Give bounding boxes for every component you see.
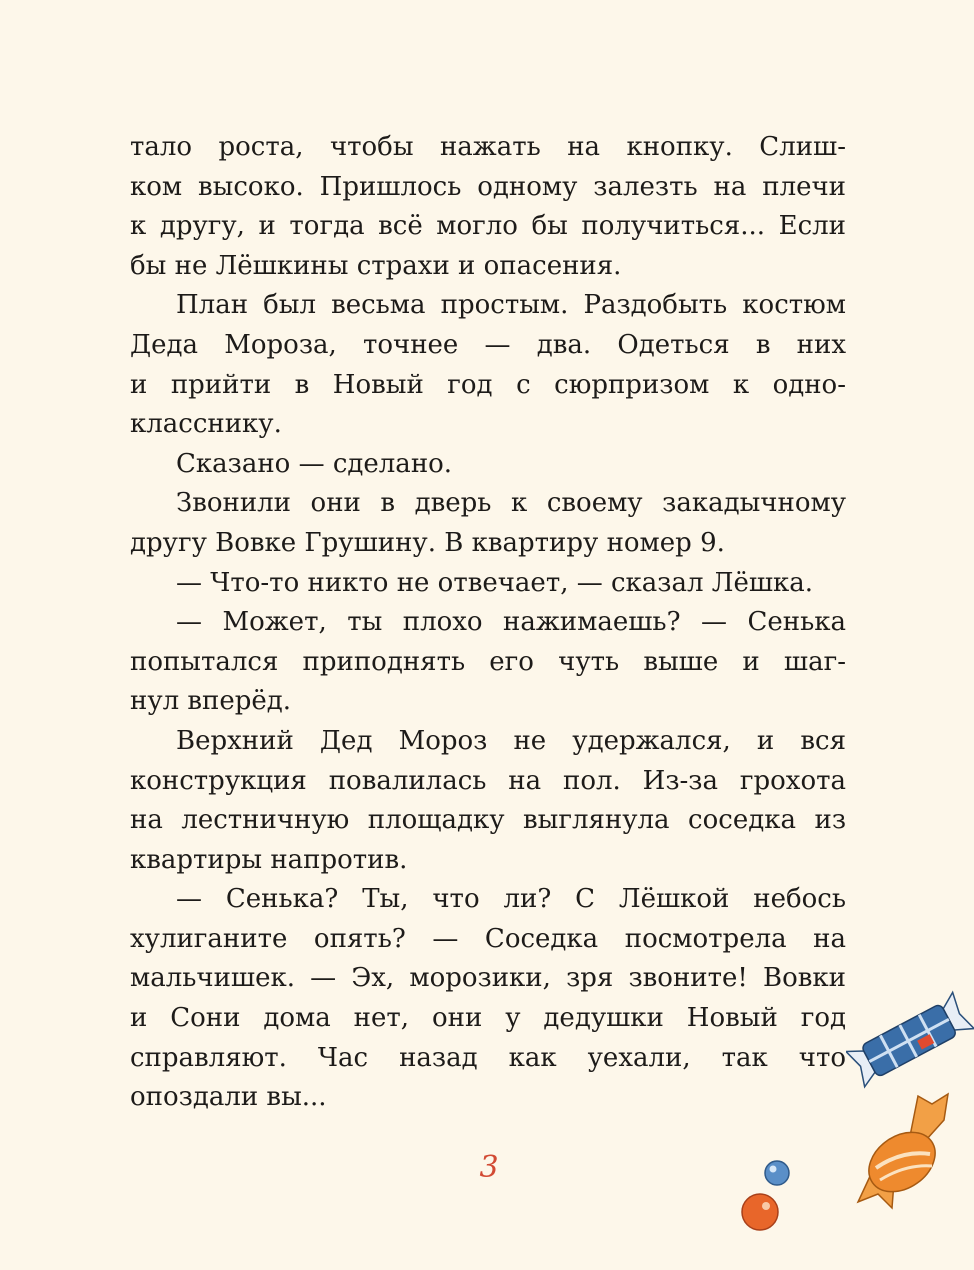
text-line: — Что-то никто не отвечает, — сказал Лёшка. xyxy=(176,567,814,598)
text-line: хулиганите опять? — Соседка посмотрела на xyxy=(130,923,846,954)
text-line: попытался приподнять его чуть выше и шаг- xyxy=(130,646,846,677)
text-line: и Сони дома нет, они у дедушки Новый год xyxy=(130,1003,846,1034)
text-line: Верхний Дед Мороз не удержался, и вся xyxy=(176,725,846,756)
text-line: другу Вовке Грушину. В квартиру номер 9. xyxy=(130,527,725,558)
page-number: 3 xyxy=(479,1150,499,1185)
text-line: опоздали вы... xyxy=(130,1082,327,1113)
text-line: тало роста, чтобы нажать на кнопку. Слиш- xyxy=(130,132,846,162)
text-line: справляют. Час назад как уехали, так что xyxy=(130,1042,846,1073)
text-line: План был весьма простым. Раздобыть костюм xyxy=(176,290,846,321)
text-line: Сказано — сделано. xyxy=(176,448,453,479)
text-line: Звонили они в дверь к своему закадычному xyxy=(176,488,846,519)
text-line: — Сенька? Ты, что ли? С Лёшкой небось xyxy=(176,884,846,915)
orange-dot-icon xyxy=(738,1190,782,1234)
text-line: на лестничную площадку выглянула соседка из xyxy=(130,805,846,836)
text-line: Деда Мороза, точнее — два. Одеться в них xyxy=(130,329,846,360)
text-line: нул вперёд. xyxy=(130,686,292,717)
orange-candy-icon xyxy=(852,1090,962,1210)
text-line: бы не Лёшкины страхи и опасения. xyxy=(130,250,622,281)
blue-candy-icon xyxy=(846,990,974,1090)
text-line: к другу, и тогда всё могло бы получиться... Если xyxy=(130,211,846,242)
body-text xyxy=(130,128,846,1118)
text-line: квартиры напротив. xyxy=(130,844,408,875)
text-line: мальчишек. — Эх, морозики, зря звоните! Вовки xyxy=(130,963,846,994)
text-line: ком высоко. Пришлось одному залезть на плечи xyxy=(130,171,846,202)
text-line: конструкция повалилась на пол. Из-за грохота xyxy=(130,765,846,796)
text-line: класснику. xyxy=(130,409,282,440)
blue-dot-icon xyxy=(762,1158,792,1188)
text-line: — Может, ты плохо нажимаешь? — Сенька xyxy=(176,607,846,638)
text-line: и прийти в Новый год с сюрпризом к одно- xyxy=(130,369,846,400)
